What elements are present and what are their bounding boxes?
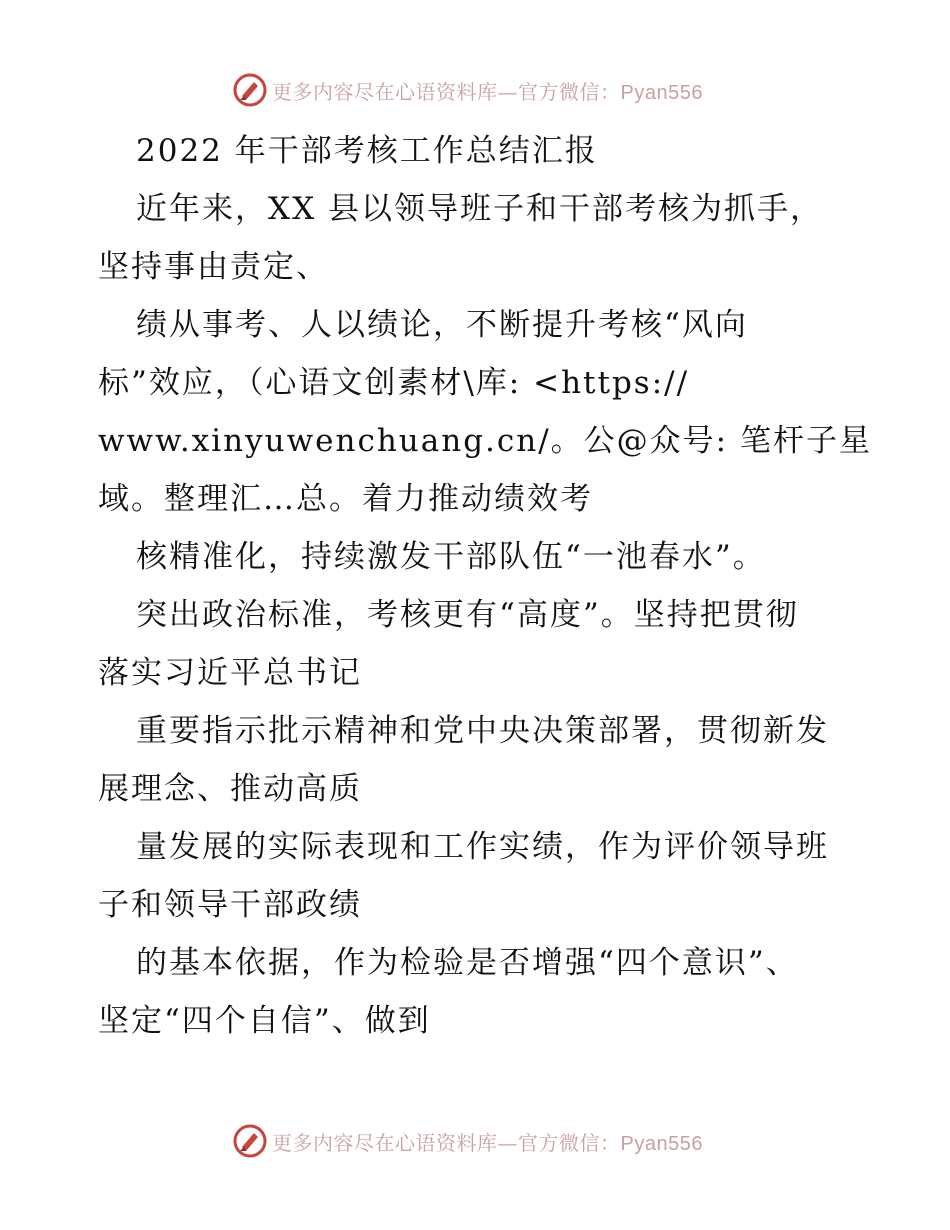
- document-title: 2022 年干部考核工作总结汇报: [136, 133, 598, 169]
- paragraph-line: 突出政治标准，考核更有“高度”。坚持把贯彻: [136, 597, 799, 633]
- paragraph-line: 坚定“四个自信”、做到: [98, 1003, 431, 1039]
- paragraph-line: 重要指示批示精神和党中央决策部署，贯彻新发: [136, 713, 829, 749]
- paragraph-line: 子和领导干部政绩: [98, 887, 362, 923]
- xinyu-logo-icon: [232, 72, 268, 108]
- paragraph-line: 量发展的实际表现和工作实绩，作为评价领导班: [136, 829, 829, 865]
- xinyu-logo-icon: [232, 1123, 268, 1159]
- paragraph-line: 绩从事考、人以绩论，不断提升考核“风向: [136, 307, 748, 343]
- paragraph-line: 近年来，XX 县以领导班子和干部考核为抓手，: [136, 191, 823, 227]
- paragraph-line: 标”效应，（心语文创素材\库: <https://: [98, 365, 690, 401]
- watermark-text: 更多内容尽在心语资料库—官方微信：: [272, 1130, 621, 1155]
- paragraph-line: www.xinyuwenchuang.cn/。公@众号: 笔杆子星: [98, 423, 872, 459]
- paragraph-line: 坚持事由责定、: [98, 249, 329, 285]
- header-watermark: [232, 70, 703, 110]
- paragraph-line: 展理念、推动高质: [98, 771, 362, 807]
- watermark-text: 更多内容尽在心语资料库—官方微信：: [272, 79, 621, 104]
- paragraph-line: 的基本依据，作为检验是否增强“四个意识”、: [136, 945, 799, 981]
- watermark-wechat-id: Pyan556: [620, 81, 703, 104]
- paragraph-line: 核精准化，持续激发干部队伍“一池春水”。: [136, 539, 766, 575]
- watermark-wechat-id: Pyan556: [620, 1132, 703, 1155]
- paragraph-line: 域。整理汇…总。着力推动绩效考: [98, 481, 593, 517]
- paragraph-line: 落实习近平总书记: [98, 655, 362, 691]
- document-body: [98, 122, 872, 1050]
- footer-watermark: [232, 1121, 703, 1161]
